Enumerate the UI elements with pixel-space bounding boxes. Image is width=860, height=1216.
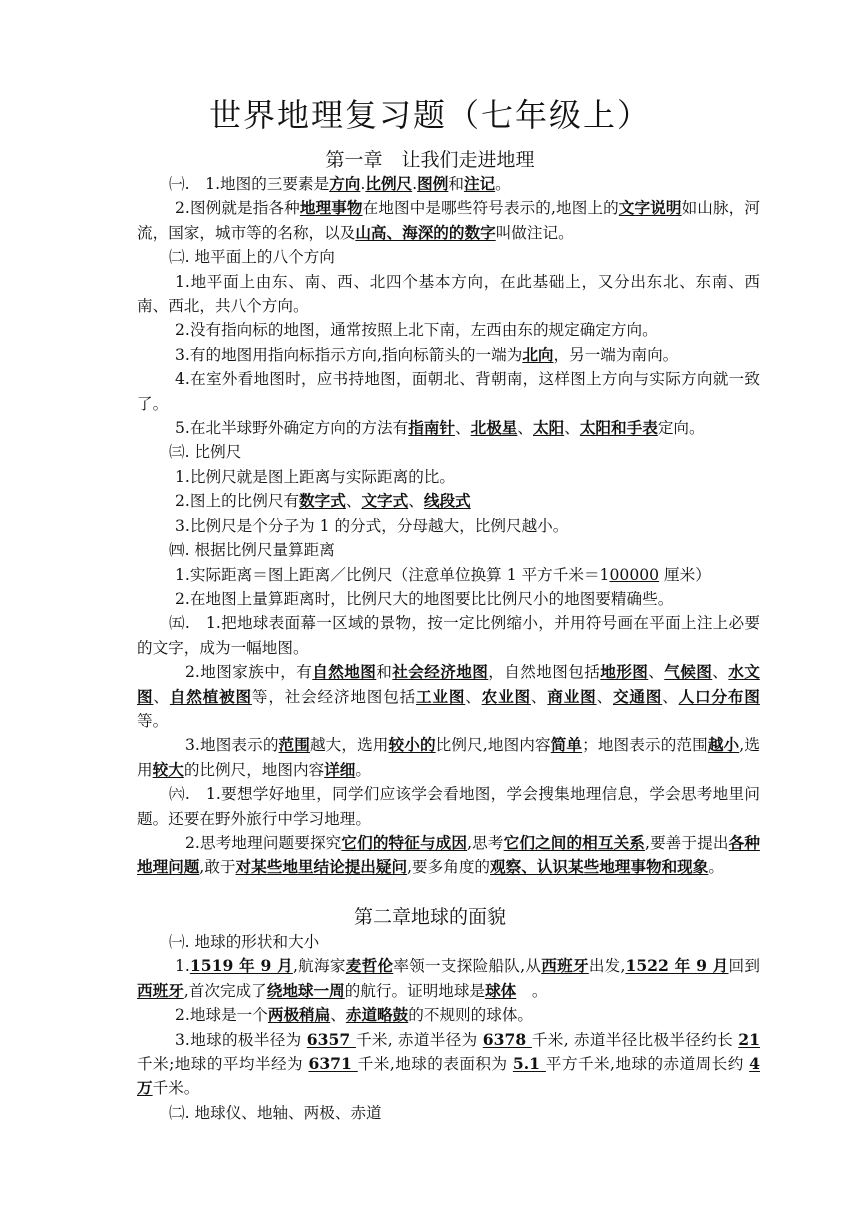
text-run: ㈢. 比例尺: [169, 443, 242, 462]
key-term: 方向: [329, 174, 361, 193]
key-term: 农业图: [481, 686, 531, 706]
text-run: 3.地球的极半径为: [175, 1030, 307, 1049]
paragraph: [137, 1101, 760, 1125]
text-run: 5.在北半球野外确定方向的方法有: [175, 419, 409, 438]
text-run: 、: [517, 419, 534, 438]
text-run: 叫做注记。: [495, 223, 574, 242]
text-run: 千米;地球的平均半经为: [137, 1055, 309, 1074]
key-term: 文字说明: [618, 198, 682, 218]
paragraph: [137, 514, 760, 538]
paragraph: [137, 196, 760, 245]
text-run: 3.有的地图用指向标指示方向,指向标箭头的一端为: [175, 345, 523, 364]
key-term: 线段式: [423, 491, 471, 511]
paragraph: [137, 343, 760, 367]
key-term: 注记: [463, 174, 496, 193]
text-run: 和: [448, 175, 464, 193]
text-run: ㈡. 地球仪、地轴、两极、赤道: [169, 1103, 382, 1122]
text-run: 千米。: [152, 1079, 200, 1098]
text-run: ,首次完成了: [183, 981, 267, 1000]
paragraph: [137, 782, 760, 831]
text-run: 2.图例就是指各种: [175, 199, 300, 218]
text-run: 2.图上的比例尺有: [175, 492, 300, 511]
key-term: 观察、认识某些地理事物和现象: [490, 857, 709, 877]
paragraph: [137, 930, 760, 954]
paragraph: [137, 1003, 760, 1027]
key-term: 气候图: [664, 662, 713, 682]
text-run: 回到: [728, 957, 760, 976]
key-term: 4 万: [137, 1054, 761, 1098]
text-run: 、: [564, 419, 580, 438]
text-run: 2.地球是一个: [175, 1006, 268, 1025]
key-term: 图例: [417, 174, 449, 193]
paragraph: [137, 367, 760, 416]
key-term: 赤道略鼓: [345, 1005, 409, 1025]
text-run: 等。: [137, 711, 169, 730]
key-term: 自然植被图: [169, 686, 252, 706]
key-term: 文字式: [361, 491, 409, 511]
text-run: 的不规则的球体。: [408, 1006, 534, 1025]
text-run: 、: [465, 687, 482, 706]
text-run: .: [412, 175, 418, 193]
text-run: .: [360, 175, 366, 193]
key-term: 6371: [308, 1054, 358, 1074]
text-run: 。: [708, 858, 724, 877]
text-run: 出发,: [588, 957, 626, 976]
paragraph: [137, 489, 760, 513]
key-term: 绕地球一周: [266, 980, 345, 1000]
text-run: 3.地图表示的: [185, 736, 279, 755]
paragraph: [137, 611, 760, 660]
text-run: 千米, 赤道半径为: [355, 1030, 483, 1049]
text-run: 平方千米,地球的赤道周长约: [545, 1055, 750, 1074]
text-run: 1.比例尺就是图上距离与实际距离的比。: [175, 467, 455, 486]
paragraph: [137, 465, 760, 489]
text-run: 越大，选用: [309, 736, 389, 755]
text-run: ,敢于: [199, 858, 236, 877]
text-run: 千米, 赤道半径比极半径约长: [531, 1030, 739, 1049]
key-term: 它们之间的相互关系: [503, 832, 646, 852]
key-term: 21: [738, 1029, 760, 1049]
paragraph: [137, 733, 760, 782]
key-term: 地形图: [600, 662, 649, 682]
text-run: 2.地图家族中，有: [185, 663, 313, 682]
text-run: ,要多角度的: [407, 858, 491, 877]
key-term: 指南针: [408, 418, 455, 438]
text-run: 如山脉，河流，国家，城市等的名称，以及: [137, 199, 760, 242]
text-run: ㈠. 1.地图的三要素是: [169, 175, 330, 193]
document-title: 世界地理复习题（七年级上）: [208, 96, 651, 134]
chapter-2-body: [137, 930, 760, 1125]
key-term: 球体: [485, 980, 517, 1000]
text-run: 的比例尺，地图内容: [183, 760, 325, 779]
key-term: 6357: [306, 1029, 356, 1049]
text-run: ㈠. 地球的形状和大小: [169, 933, 320, 951]
key-term: 山高、海深的的数字: [355, 222, 496, 242]
text-run: 等，社会经济地图包括: [251, 687, 417, 706]
text-run: 、: [345, 492, 362, 511]
text-run: 和: [376, 663, 393, 682]
key-term: 西班牙: [137, 980, 184, 1000]
key-term: 太阳和手表: [579, 418, 658, 438]
key-term: 数字式: [299, 491, 346, 511]
key-term: 自然地图: [312, 662, 377, 682]
text-run: 厘米）: [659, 565, 711, 584]
text-run: 。: [495, 175, 511, 193]
key-term: 比例尺: [365, 174, 413, 193]
key-term: 北向: [522, 344, 554, 364]
text-run: 。: [516, 981, 548, 1000]
key-term: 各种地理问题: [137, 832, 760, 877]
paragraph: [137, 1028, 760, 1101]
chapter-2-heading: 第二章地球的面貌: [353, 906, 506, 928]
key-term: 北极星: [470, 418, 518, 438]
text-run: ,要善于提出: [645, 833, 729, 852]
key-term: 西班牙: [541, 956, 589, 976]
key-term: 较小的: [388, 735, 436, 755]
text-run: ,思考: [467, 833, 504, 852]
text-run: 1.实际距离＝图上距离／比例尺（注意单位换算 1 平方千米＝1: [175, 565, 610, 584]
key-term: 太阳: [533, 418, 565, 438]
text-run: 、: [648, 663, 665, 682]
paragraph: [137, 831, 760, 880]
key-term: 较大: [152, 759, 184, 779]
paragraph: [137, 954, 760, 1003]
key-term: 对某些地里结论提出疑问: [235, 857, 408, 877]
text-run: ㈣. 根据比例尺量算距离: [169, 541, 335, 560]
key-term: 交通图: [612, 686, 663, 706]
text-run: 。: [355, 760, 371, 779]
paragraph: [137, 587, 760, 611]
text-run: 4.在室外看地图时，应书持地图，面朝北、背朝南，这样图上方向与实际方向就一致了。: [137, 370, 760, 413]
text-run: ，另一端为南向。: [553, 345, 679, 364]
key-term: 1522 年 9 月: [625, 956, 729, 976]
paragraph: [137, 538, 760, 562]
key-term: 两极稍扁: [267, 1005, 331, 1025]
paragraph: [137, 440, 760, 464]
key-term: 简单: [550, 735, 583, 755]
text-run: ,航海家: [292, 957, 346, 976]
paragraph: [137, 270, 760, 319]
text-run: 、: [153, 687, 170, 706]
text-run: 、: [455, 419, 471, 438]
key-term: 人口分布图: [678, 686, 760, 706]
underlined-text: 00000: [609, 565, 660, 584]
text-run: 率领一支探险船队,从: [393, 957, 542, 976]
text-run: 3.比例尺是个分子为 1 的分式，分母越大，比例尺越小。: [175, 516, 569, 535]
key-term: 详细: [324, 759, 356, 779]
text-run: 比例尺,地图内容: [435, 736, 551, 755]
text-run: ㈥. 1.要想学好地里，同学们应该学会看地图，学会搜集地理信息，学会思考地里问题。还要在野外旅行中学习地理。: [137, 785, 760, 828]
text-run: 定向。: [657, 419, 705, 438]
text-run: ㈤. 1.把地球表面幕一区域的景物，按一定比例缩小，并用符号画在平面上注上必要的文字，成为一幅地图。: [137, 614, 760, 657]
text-run: 、: [662, 687, 679, 706]
text-run: 、: [596, 687, 613, 706]
key-term: 工业图: [416, 686, 466, 706]
key-term: 它们的特征与成因: [341, 832, 468, 852]
text-run: 在地图中是哪些符号表示的,地图上的: [362, 199, 619, 218]
paragraph: [137, 172, 760, 196]
text-run: ，自然地图包括: [488, 663, 601, 682]
key-term: 5.1: [512, 1054, 546, 1074]
key-term: 水文图: [137, 662, 760, 706]
text-run: 、: [330, 1006, 346, 1025]
text-run: 1.: [175, 957, 190, 976]
paragraph: [137, 245, 760, 269]
text-run: 千米,地球的表面积为: [357, 1055, 513, 1074]
chapter-1-body: [137, 172, 760, 880]
paragraph: [137, 416, 760, 440]
text-run: 2.思考地理问题要探究: [185, 833, 342, 852]
text-run: 1.地平面上由东、南、西、北四个基本方向，在此基础上，又分出东北、东南、西南、西北，共八个方向。: [137, 272, 760, 316]
text-run: ,选用: [137, 736, 760, 779]
key-term: 麦哲伦: [345, 956, 394, 976]
text-run: 2.没有指向标的地图，通常按照上北下南，左西由东的规定确定方向。: [175, 321, 658, 340]
text-run: 、: [530, 687, 548, 706]
key-term: 商业图: [547, 686, 597, 706]
paragraph: [137, 660, 760, 733]
text-run: 2.在地图上量算距离时，比例尺大的地图要比比例尺小的地图要精确些。: [175, 589, 674, 608]
key-term: 社会经济地图: [392, 662, 489, 682]
text-run: 、: [408, 492, 424, 511]
chapter-1-heading: 第一章 让我们走进地理: [325, 149, 535, 171]
text-run: ；地图表示的范围: [582, 736, 708, 755]
text-run: 、: [712, 663, 729, 682]
key-term: 范围: [278, 735, 310, 755]
text-run: 的航行。证明地球是: [344, 981, 486, 1000]
key-term: 地理事物: [299, 198, 363, 218]
paragraph: [137, 563, 760, 587]
key-term: 6378: [482, 1029, 532, 1049]
key-term: 1519 年 9 月: [189, 956, 293, 976]
paragraph: [137, 318, 760, 342]
key-term: 越小: [707, 735, 740, 755]
text-run: ㈡. 地平面上的八个方向: [169, 248, 335, 267]
